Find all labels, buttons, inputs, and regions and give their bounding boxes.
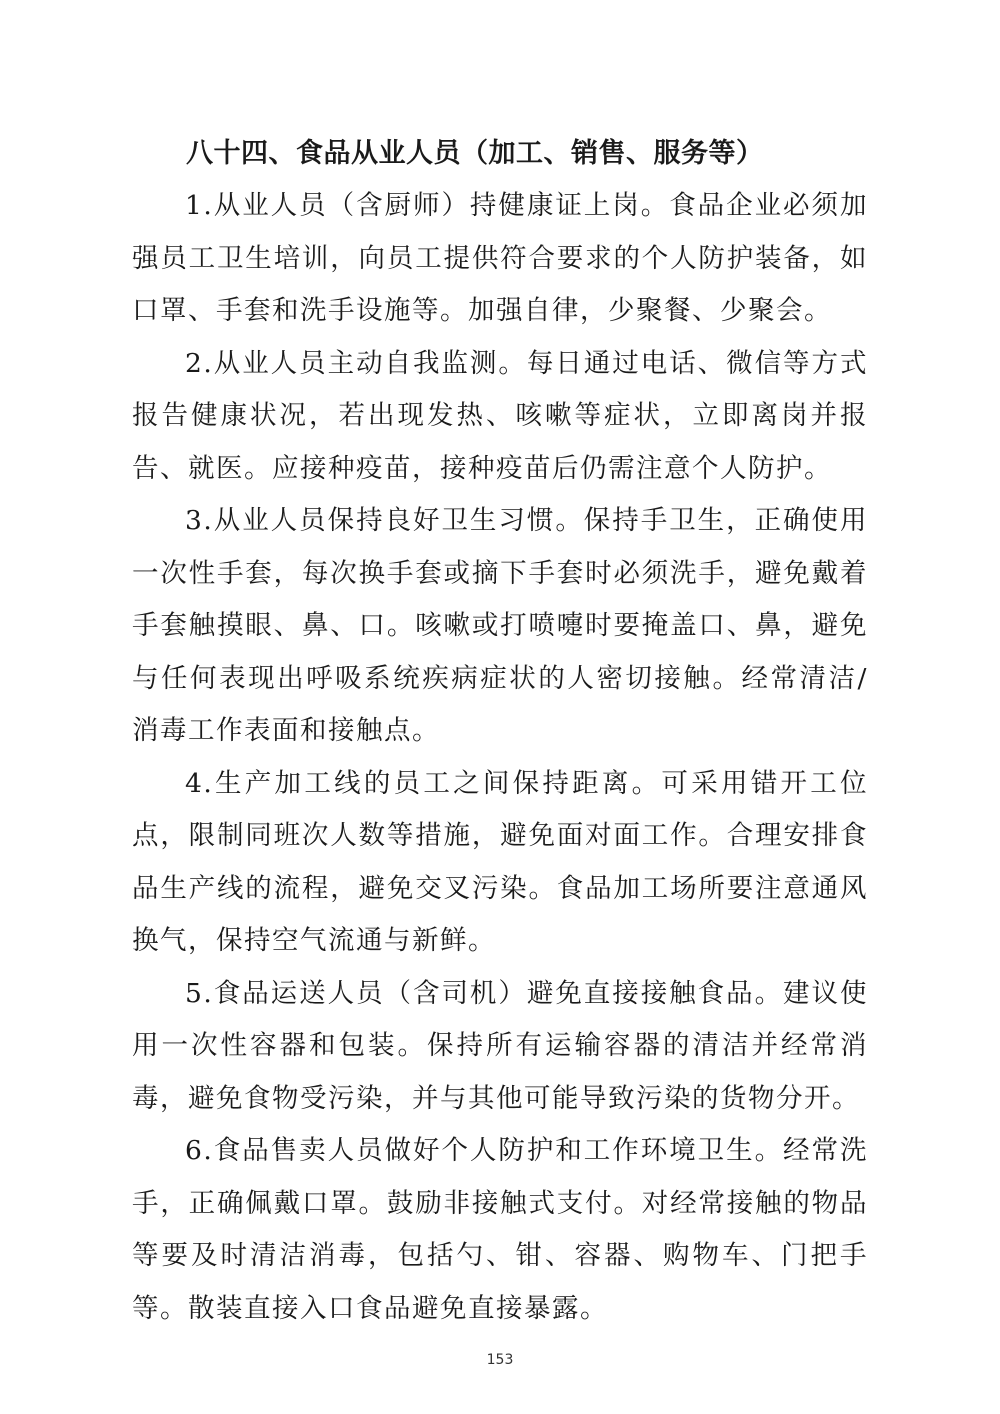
paragraph-2: 2.从业人员主动自我监测。每日通过电话、微信等方式报告健康状况，若出现发热、咳嗽等症状，立即离岗并报告、就医。应接种疫苗，接种疫苗后仍需注意个人防护。 bbox=[132, 347, 868, 484]
paragraph-3: 3.从业人员保持良好卫生习惯。保持手卫生，正确使用一次性手套，每次换手套或摘下手套时必须洗手，避免戴着手套触摸眼、鼻、口。咳嗽或打喷嚏时要掩盖口、鼻，避免与任何表现出呼吸系统疾病症状的人密切接触。经常清洁/消毒工作表面和接触点。 bbox=[132, 505, 868, 746]
section-heading: 八十四、食品从业人员（加工、销售、服务等） bbox=[186, 138, 764, 169]
page-number: 153 bbox=[486, 1352, 514, 1368]
paragraph-5: 5.食品运送人员（含司机）避免直接接触食品。建议使用一次性容器和包装。保持所有运输容器的清洁并经常消毒，避免食物受污染，并与其他可能导致污染的货物分开。 bbox=[132, 977, 868, 1114]
paragraph-4: 4.生产加工线的员工之间保持距离。可采用错开工位点，限制同班次人数等措施，避免面对面工作。合理安排食品生产线的流程，避免交叉污染。食品加工场所要注意通风换气，保持空气流通与新鲜。 bbox=[132, 767, 868, 956]
paragraph-1: 1.从业人员（含厨师）持健康证上岗。食品企业必须加强员工卫生培训，向员工提供符合要求的个人防护装备，如口罩、手套和洗手设施等。加强自律，少聚餐、少聚会。 bbox=[132, 190, 868, 326]
page-body bbox=[132, 128, 868, 1335]
paragraph-6: 6.食品售卖人员做好个人防护和工作环境卫生。经常洗手，正确佩戴口罩。鼓励非接触式支付。对经常接触的物品等要及时清洁消毒，包括勺、钳、容器、购物车、门把手等。散装直接入口食品避免直接暴露。 bbox=[132, 1135, 868, 1324]
